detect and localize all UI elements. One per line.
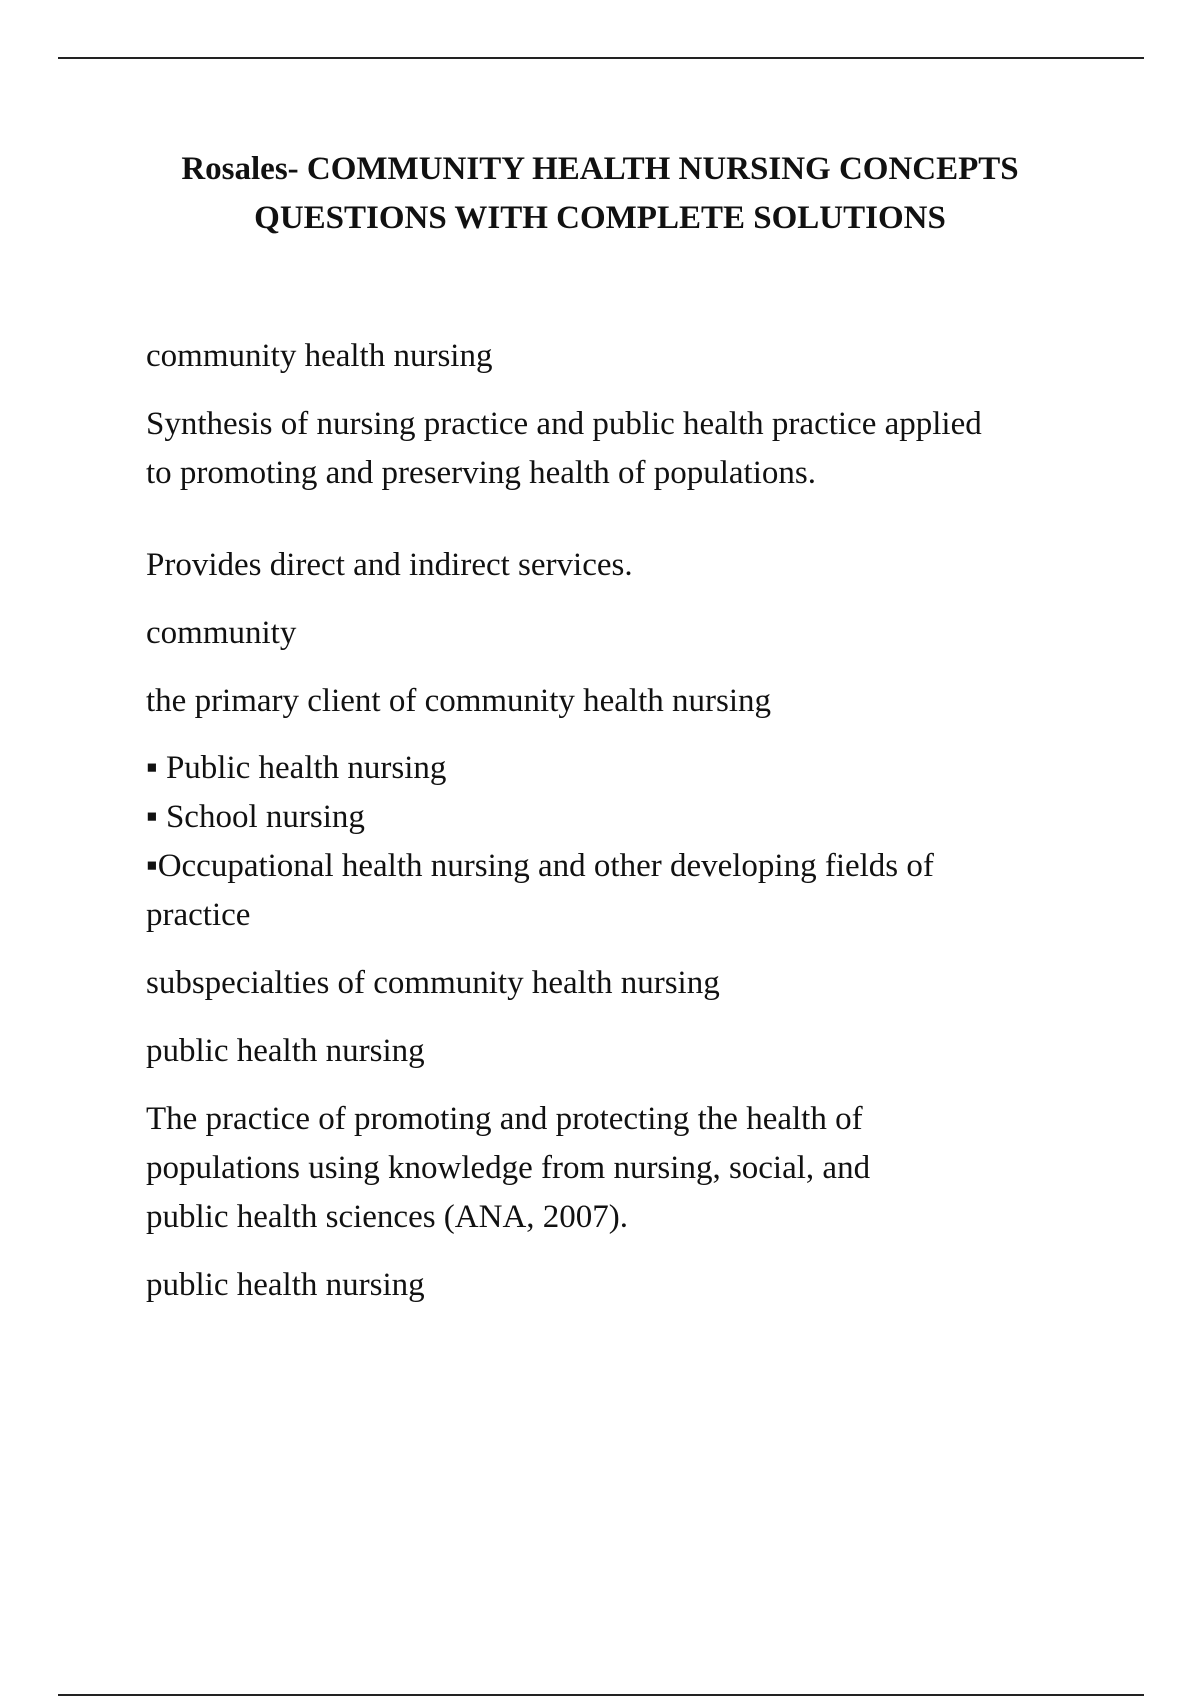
document-title <box>60 145 1140 243</box>
list-item: ▪ School nursing <box>146 799 365 835</box>
text-line: community <box>146 615 297 651</box>
text-line: the primary client of community health nursing <box>146 683 772 719</box>
bottom-rule <box>58 1694 1144 1696</box>
text-line: community health nursing <box>146 338 493 374</box>
text-line: subspecialties of community health nursing <box>146 965 720 1001</box>
top-rule <box>58 57 1144 59</box>
definition-public-health-nursing <box>146 1095 1086 1242</box>
term-public-health-nursing-2 <box>146 1261 1086 1310</box>
text-line: The practice of promoting and protecting the health of <box>146 1101 863 1137</box>
text-line: populations using knowledge from nursing, social, and <box>146 1150 871 1186</box>
text-line: public health nursing <box>146 1267 425 1303</box>
list-item: ▪ Public health nursing <box>146 750 447 786</box>
text-line: public health nursing <box>146 1033 425 1069</box>
term-community-health-nursing <box>146 332 1086 381</box>
document-body <box>146 332 1086 1310</box>
text-line: public health sciences (ANA, 2007). <box>146 1199 629 1235</box>
term-community <box>146 609 1086 658</box>
list-item: ▪Occupational health nursing and other developing fields of <box>146 848 934 884</box>
definition-community-health-nursing <box>146 400 1086 498</box>
title-line-1: Rosales- COMMUNITY HEALTH NURSING CONCEPTS <box>181 151 1019 187</box>
text-line: Provides direct and indirect services. <box>146 547 633 583</box>
text-line: to promoting and preserving health of populations. <box>146 455 816 491</box>
definition-subspecialties <box>146 959 1086 1008</box>
definition-services <box>146 541 1086 590</box>
definition-community <box>146 677 1086 726</box>
title-line-2: QUESTIONS WITH COMPLETE SOLUTIONS <box>254 200 946 236</box>
bullet-list-subspecialties <box>146 744 1086 940</box>
list-item-continuation: practice <box>146 897 251 933</box>
text-line: Synthesis of nursing practice and public health practice applied <box>146 406 982 442</box>
term-public-health-nursing <box>146 1027 1086 1076</box>
